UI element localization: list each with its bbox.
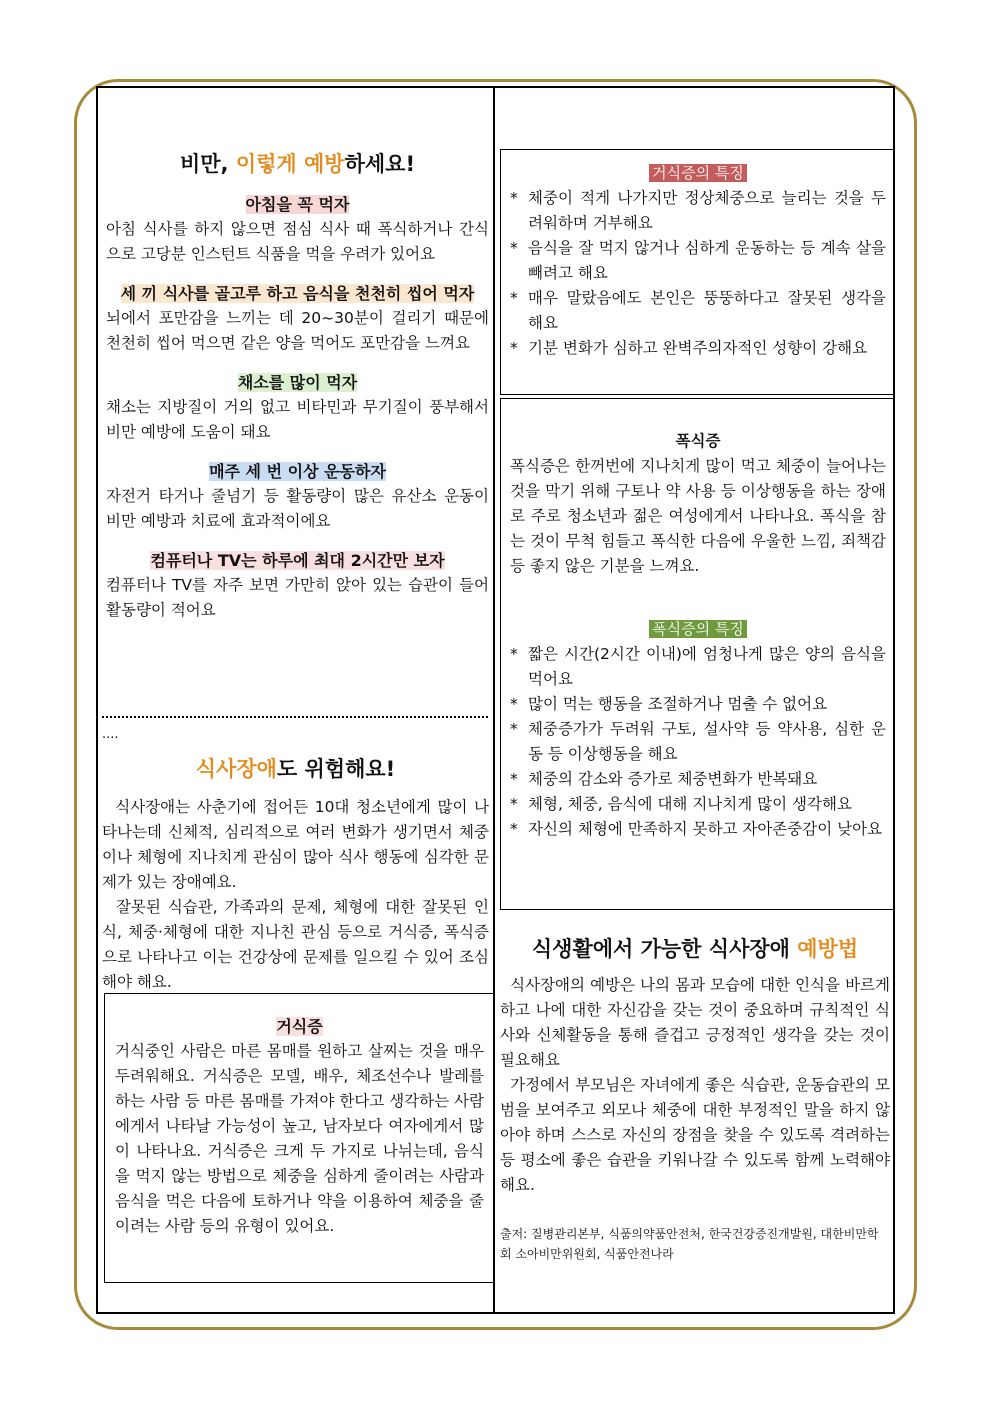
bulimia-features-heading: 폭식증의 특징: [649, 620, 747, 638]
list-item: * 짧은 시간(2시간 이내)에 엄청나게 많은 양의 음식을 먹어요: [510, 642, 886, 692]
section-exercise: [106, 459, 489, 534]
section-body: 아침 식사를 하지 않으면 점심 식사 때 폭식하거나 간식으로 고당분 인스턴트 식품을 먹을 우려가 있어요: [106, 220, 489, 263]
list-item: * 매우 말랐음에도 본인은 뚱뚱하다고 잘못된 생각을 해요: [510, 286, 886, 336]
prevention-paragraph-2: 가정에서 부모님은 자녀에게 좋은 식습관, 운동습관의 모범을 보여주고 외모나 체중에 대한 부정적인 말을 하지 않아야 하며 스스로 자신의 장점을 찾을 수 있도록 격려하는 등 평소에 좋은 습관을 키워나갈 수 있도록 함께 노력해야해요.: [500, 1076, 895, 1194]
section-body: 채소는 지방질이 거의 없고 비타민과 무기질이 풍부해서 비만 예방에 도움이 돼요: [106, 398, 489, 441]
obesity-title: [106, 148, 489, 178]
prevention-title: [500, 933, 890, 963]
anorexia-features-list: [510, 186, 886, 361]
eating-paragraph-1: 식사장애는 사춘기에 접어든 10대 청소년에게 많이 나타나는데 신체적, 심리적으로 여러 변화가 생기면서 체중이나 체형에 지나치게 관심이 많아 식사 행동에 심각한 문제가 있는 장애예요.: [102, 798, 489, 891]
eating-title-accent: 식사장애: [195, 757, 277, 781]
title-accent: 이렇게 예방: [235, 152, 345, 176]
dotted-separator: [102, 716, 488, 718]
left-column: [106, 148, 489, 623]
section-body: 뇌에서 포만감을 느끼는 데 20~30분이 걸리기 때문에 천천히 씹어 먹으면 같은 양을 먹어도 포만감을 느껴요: [106, 309, 489, 352]
list-item: * 체중이 적게 나가지만 정상체중으로 늘리는 것을 두려워하며 거부해요: [510, 186, 886, 236]
eating-disorder-title: [102, 753, 489, 783]
list-item: * 체중증가가 두려워 구토, 설사약 등 약사용, 심한 운동 등 이상행동을 해요: [510, 717, 886, 767]
prevention-paragraph-1: 식사장애의 예방은 나의 몸과 모습에 대한 인식을 바르게 하고 나에 대한 자신감을 갖는 것이 중요하며 규칙적인 식사와 신체활동을 통해 즐겁고 긍정적인 생각을 갖는 것이 필요해요: [500, 976, 895, 1069]
list-item: * 많이 먹는 행동을 조절하거나 멈출 수 없어요: [510, 692, 886, 717]
section-screen-time: [106, 548, 489, 623]
section-body: 자전거 타거나 줄넘기 등 활동량이 많은 유산소 운동이 비만 예방과 치료에 효과적이에요: [106, 487, 489, 530]
eating-disorder-section: [102, 753, 489, 995]
bulimia-body: 폭식증은 한꺼번에 지나치게 많이 먹고 체중이 늘어나는 것을 막기 위해 구토나 약 사용 등 이상행동을 하는 장애로 주로 청소년과 젊은 여성에게서 나타나요. 폭식을 참는 것이 무척 힘들고 폭식한 다음에 우울한 느낌, 죄책감 등 좋지 않은 기분을 느껴요.: [510, 457, 886, 575]
section-heading: 채소를 많이 먹자: [237, 373, 358, 392]
list-item: * 체형, 체중, 음식에 대해 지나치게 많이 생각해요: [510, 792, 886, 817]
list-item: * 체중의 감소와 증가로 체중변화가 반복돼요: [510, 767, 886, 792]
anorexia-features-heading: 거식증의 특징: [649, 164, 747, 182]
section-three-meals: [106, 281, 489, 356]
bulimia-heading: 폭식증: [675, 432, 721, 450]
anorexia-features-box: [500, 149, 895, 395]
list-item: * 기분 변화가 심하고 완벽주의자적인 성향이 강해요: [510, 336, 886, 361]
anorexia-body: 거식중인 사람은 마른 몸매를 원하고 살찌는 것을 매우 두려워해요. 거식증은 모델, 배우, 체조선수나 발레를 하는 사람 등 마른 몸매를 가져야 한다고 생각하는 사람에게서 나타날 가능성이 높고, 남자보다 여자에게서 많이 나타나요. 거식증은 크게 두 가지로 나뉘는데, 음식을 먹지 않는 방법으로 체중을 심하게 줄이려는 사람과 음식을 먹은 다음에 토하거나 약을 이용하여 체중을 줄이려는 사람 등의 유형이 있어요.: [115, 1042, 484, 1235]
section-heading: 아침을 꼭 먹자: [245, 195, 350, 214]
title-post: 하세요!: [344, 152, 416, 176]
eating-title-post: 도 위험해요!: [276, 757, 396, 781]
section-body: 컴퓨터나 TV를 자주 보면 가만히 앉아 있는 습관이 들어 활동량이 적어요: [106, 576, 489, 619]
list-item: * 자신의 체형에 만족하지 못하고 자아존중감이 낮아요: [510, 817, 886, 842]
list-item: * 음식을 잘 먹지 않거나 심하게 운동하는 등 계속 살을 빼려고 해요: [510, 236, 886, 286]
bulimia-box: [500, 398, 895, 910]
dots-tail: ....: [102, 727, 119, 742]
section-heading: 세 끼 식사를 골고루 하고 음식을 천천히 씹어 먹자: [120, 284, 475, 303]
anorexia-box: [104, 993, 494, 1283]
bulimia-features-list: [510, 642, 886, 842]
section-heading: 컴퓨터나 TV는 하루에 최대 2시간만 보자: [150, 551, 445, 570]
title-pre: 비만,: [179, 152, 236, 176]
prevention-title-accent: 예방법: [797, 937, 859, 961]
section-vegetables: [106, 370, 489, 445]
prevention-section: [500, 933, 895, 1276]
source-note: 출저: 질병관리본부, 식품의약품안전처, 한국건강증진개발원, 대한비만학회 소아비만위원회, 식품안전나라: [500, 1227, 879, 1261]
section-heading: 매주 세 번 이상 운동하자: [209, 462, 386, 481]
section-breakfast: [106, 192, 489, 267]
prevention-title-pre: 식생활에서 가능한 식사장애: [531, 937, 798, 961]
eating-paragraph-2: 잘못된 식습관, 가족과의 문제, 체형에 대한 잘못된 인식, 체중·체형에 대한 지나친 관심 등으로 거식증, 폭식증으로 나타나고 이는 건강상에 문제를 일으킬 수 있어 조심해야 해요.: [102, 898, 489, 991]
anorexia-heading: 거식증: [276, 1017, 323, 1036]
